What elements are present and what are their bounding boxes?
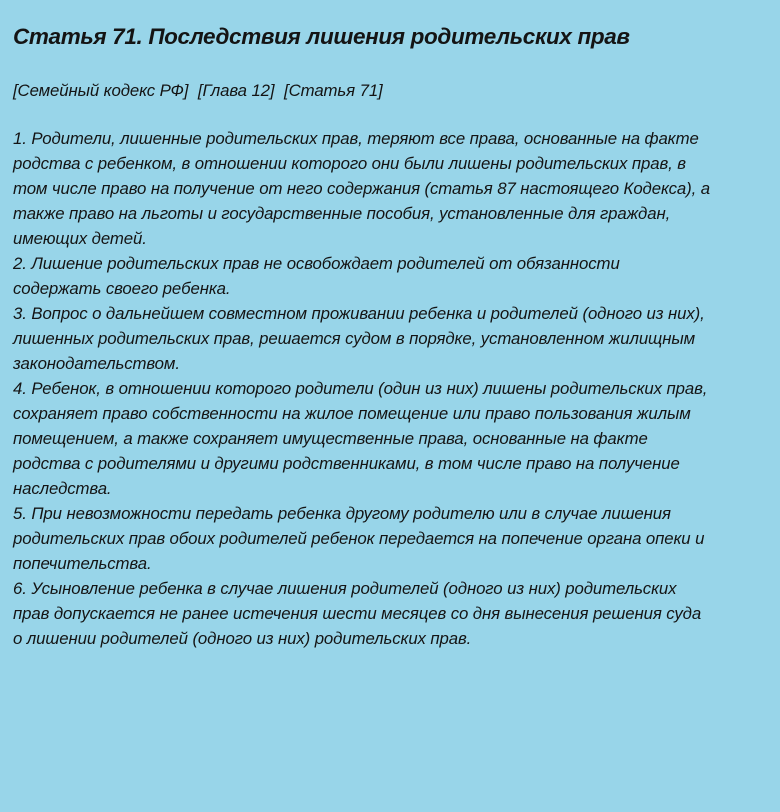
paragraph-line: 1. Родители, лишенные родительских прав, теряют все права, основанные на факте bbox=[13, 129, 699, 148]
paragraph-5 bbox=[13, 501, 766, 576]
paragraph-line: прав допускается не ранее истечения шести месяцев со дня вынесения решения суда bbox=[13, 604, 702, 623]
paragraph-line: родства с родителями и другими родственниками, в том числе право на получение bbox=[13, 454, 680, 473]
paragraph-2 bbox=[13, 251, 766, 301]
paragraph-line: законодательством. bbox=[13, 354, 180, 373]
paragraph-line: 4. Ребенок, в отношении которого родители (один из них) лишены родительских прав, bbox=[13, 379, 708, 398]
paragraph-line: 3. Вопрос о дальнейшем совместном проживании ребенка и родителей (одного из них), bbox=[13, 304, 705, 323]
paragraph-line: 5. При невозможности передать ребенка другому родителю или в случае лишения bbox=[13, 504, 671, 523]
paragraph-line: о лишении родителей (одного из них) родительских прав. bbox=[13, 629, 472, 648]
paragraph-4 bbox=[13, 376, 766, 501]
paragraph-line: наследства. bbox=[13, 479, 112, 498]
paragraph-line: 6. Усыновление ребенка в случае лишения родителей (одного из них) родительских bbox=[13, 579, 677, 598]
paragraph-line: родительских прав обоих родителей ребенок передается на попечение органа опеки и bbox=[13, 529, 705, 548]
paragraph-3 bbox=[13, 301, 766, 376]
article-title: Статья 71. Последствия лишения родительских прав bbox=[13, 24, 630, 49]
paragraph-line: родства с ребенком, в отношении которого они были лишены родительских прав, в bbox=[13, 154, 686, 173]
paragraph-line: помещением, а также сохраняет имущественные права, основанные на факте bbox=[13, 429, 648, 448]
paragraph-line: 2. Лишение родительских прав не освобождает родителей от обязанности bbox=[13, 254, 620, 273]
paragraph-line: имеющих детей. bbox=[13, 229, 147, 248]
article-body bbox=[13, 126, 766, 651]
paragraph-line: сохраняет право собственности на жилое помещение или право пользования жилым bbox=[13, 404, 691, 423]
paragraph-line: также право на льготы и государственные пособия, установленные для граждан, bbox=[13, 204, 671, 223]
paragraph-line: попечительства. bbox=[13, 554, 152, 573]
breadcrumb-article: [Статья 71] bbox=[284, 81, 383, 100]
breadcrumb-code: [Семейный кодекс РФ] bbox=[13, 81, 189, 100]
paragraph-line: том числе право на получение от него содержания (статья 87 настоящего Кодекса), а bbox=[13, 179, 710, 198]
breadcrumb-chapter: [Глава 12] bbox=[197, 81, 275, 100]
paragraph-1 bbox=[13, 126, 766, 251]
breadcrumb bbox=[13, 81, 766, 101]
paragraph-line: содержать своего ребенка. bbox=[13, 279, 231, 298]
paragraph-6 bbox=[13, 576, 766, 651]
paragraph-line: лишенных родительских прав, решается судом в порядке, установленном жилищным bbox=[13, 329, 696, 348]
